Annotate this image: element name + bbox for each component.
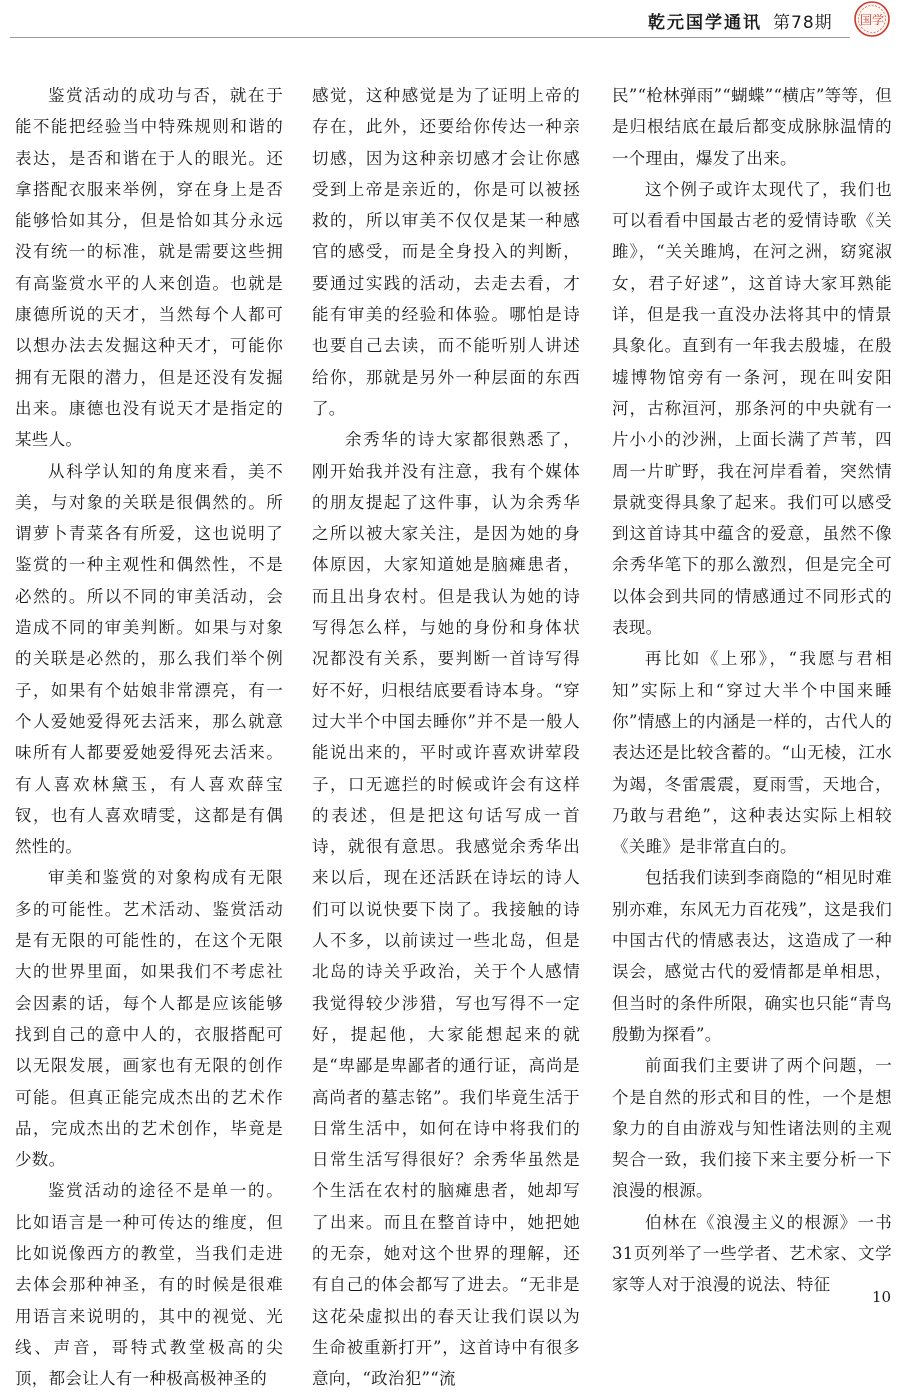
- paragraph: 审美和鉴赏的对象构成有无限多的可能性。艺术活动、鉴赏活动是有无限的可能性的，在这个无限大的世界里面，如果我们不考虑社会因素的话，每个人都是应该能够找到自己的意中人的，衣服搭配可以无限发展，画家也有无限的创作可能。但真正能完成杰出的艺术作品，完成杰出的艺术创作，毕竟是少数。: [15, 868, 283, 1170]
- paragraph-continued: 民”“枪林弹雨”“蝴蝶”“横店”等等，但是归根结底在最后都变成脉脉温情的一个理由，爆发了出来。: [612, 86, 892, 168]
- paragraph: 伯林在《浪漫主义的根源》一书31页列举了一些学者、艺术家、文学家等人对于浪漫的说法、特征: [612, 1212, 892, 1295]
- paragraph: 余秀华的诗大家都很熟悉了，刚开始我并没有注意，我有个媒体的朋友提起了这件事，认为余秀华之所以被大家关注，是因为她的身体原因，大家知道她是脑瘫患者，而且出身农村。但是我认为她的诗写得怎么样，与她的身份和身体状况都没有关系，要判断一首诗写得好不好，归根结底要看诗本身。“穿过大半个中国去睡你”并不是一般人能说出来的，平时或许喜欢讲荤段子，口无遮拦的时候或许会有这样的表述，但是把这句话写成一首诗，就很有意思。我感觉余秀华出来以后，现在还活跃在诗坛的诗人们可以说快要下岗了。我接触的诗人不多，以前读过一些北岛，但是北岛的诗关乎政治，关于个人感情我觉得较少涉猎，写也写得不一定好，提起他，大家能想起来的就是“卑鄙是卑鄙者的通行证，高尚是高尚者的墓志铭”。我们毕竟生活于日常生活中，如何在诗中将我们的日常生活写得很好？余秀华虽然是个生活在农村的脑瘫患者，她却写了出来。而且在整首诗中，她把她的无奈，她对这个世界的理解，还有自己的体会都写了进去。“无非是这花朵虚拟出的春天让我们误以为生命被重新打开”，这首诗中有很多意向，“政治犯”“流: [312, 430, 580, 1389]
- paragraph: 包括我们读到李商隐的“相见时难别亦难，东风无力百花残”，这是我们中国古代的情感表达，这造成了一种误会，感觉古代的爱情都是单相思，但当时的条件所限，确实也只能“青鸟殷勤为探看”。: [612, 868, 892, 1044]
- paragraph: 前面我们主要讲了两个问题，一个是自然的形式和目的性，一个是想象力的自由游戏与知性诸法则的主观契合一致，我们接下来主要分析一下浪漫的根源。: [612, 1056, 892, 1201]
- article-column-2: [312, 80, 580, 1394]
- seal-logo-icon: [853, 0, 891, 38]
- issue-number: 第78期: [773, 13, 833, 33]
- journal-title: 乾元国学通讯: [648, 13, 762, 33]
- paragraph: 这个例子或许太现代了，我们也可以看看中国最古老的爱情诗歌《关雎》，“关关雎鸠，在河之洲，窈窕淑女，君子好逑”，这首诗大家耳熟能详，但是我一直没办法将其中的情景具象化。直到有一年我去殷墟，在殷墟博物馆旁有一条河，现在叫安阳河，古称洹河，那条河的中央就有一片小小的沙洲，上面长满了芦苇，四周一片旷野，我在河岸看着，突然情景就变得具象了起来。我们可以感受到这首诗其中蕴含的爱意，虽然不像余秀华笔下的那么激烈，但是完全可以体会到共同的情感通过不同形式的表现。: [612, 179, 892, 638]
- article-column-1: [15, 80, 283, 1394]
- paragraph: 再比如《上邪》，“我愿与君相知”实际上和“穿过大半个中国来睡你”情感上的内涵是一样的，古代人的表达还是比较含蓄的。“山无棱，江水为竭，冬雷震震，夏雨雪，天地合，乃敢与君绝”，这种表达实际上相较《关雎》是非常直白的。: [612, 649, 892, 857]
- page-number: 10: [872, 1288, 892, 1306]
- page-header: [0, 0, 900, 40]
- header-rule: [10, 37, 850, 38]
- paragraph: 鉴赏活动的成功与否，就在于能不能把经验当中特殊规则和谐的表达，是否和谐在于人的眼光。还拿搭配衣服来举例，穿在身上是否能够恰如其分，但是恰如其分永远没有统一的标准，就是需要这些拥有高鉴赏水平的人来创造。也就是康德所说的天才，当然每个人都可以想办法去发掘这种天才，可能你拥有无限的潜力，但是还没有发掘出来。康德也没有说天才是指定的某些人。: [15, 86, 283, 450]
- article-column-3: [612, 80, 892, 1301]
- paragraph-continued: 感觉，这种感觉是为了证明上帝的存在，此外，还要给你传达一种亲切感，因为这种亲切感才会让你感受到上帝是亲近的，你是可以被拯救的，所以审美不仅仅是某一种感官的感受，而是全身投入的判断，要通过实践的活动，去走去看，才能有审美的经验和体验。哪怕是诗也要自己去读，而不能听别人讲述给你，那就是另外一种层面的东西了。: [312, 86, 580, 418]
- paragraph: 鉴赏活动的途径不是单一的。比如语言是一种可传达的维度，但比如说像西方的教堂，当我们走进去体会那种神圣，有的时候是很难用语言来说明的，其中的视觉、光线、声音，哥特式教堂极高的尖顶，都会让人有一种极高极神圣的: [15, 1181, 283, 1389]
- seal-text: 国学: [859, 13, 885, 27]
- paragraph: 从科学认知的角度来看，美不美，与对象的关联是很偶然的。所谓萝卜青菜各有所爱，这也说明了鉴赏的一种主观性和偶然性，不是必然的。所以不同的审美活动，会造成不同的审美判断。如果与对象的关联是必然的，那么我们举个例子，如果有个姑娘非常漂亮，有一个人爱她爱得死去活来，那么就意味所有人都要爱她爱得死去活来。有人喜欢林黛玉，有人喜欢薛宝钗，也有人喜欢晴雯，这都是有偶然性的。: [15, 461, 283, 857]
